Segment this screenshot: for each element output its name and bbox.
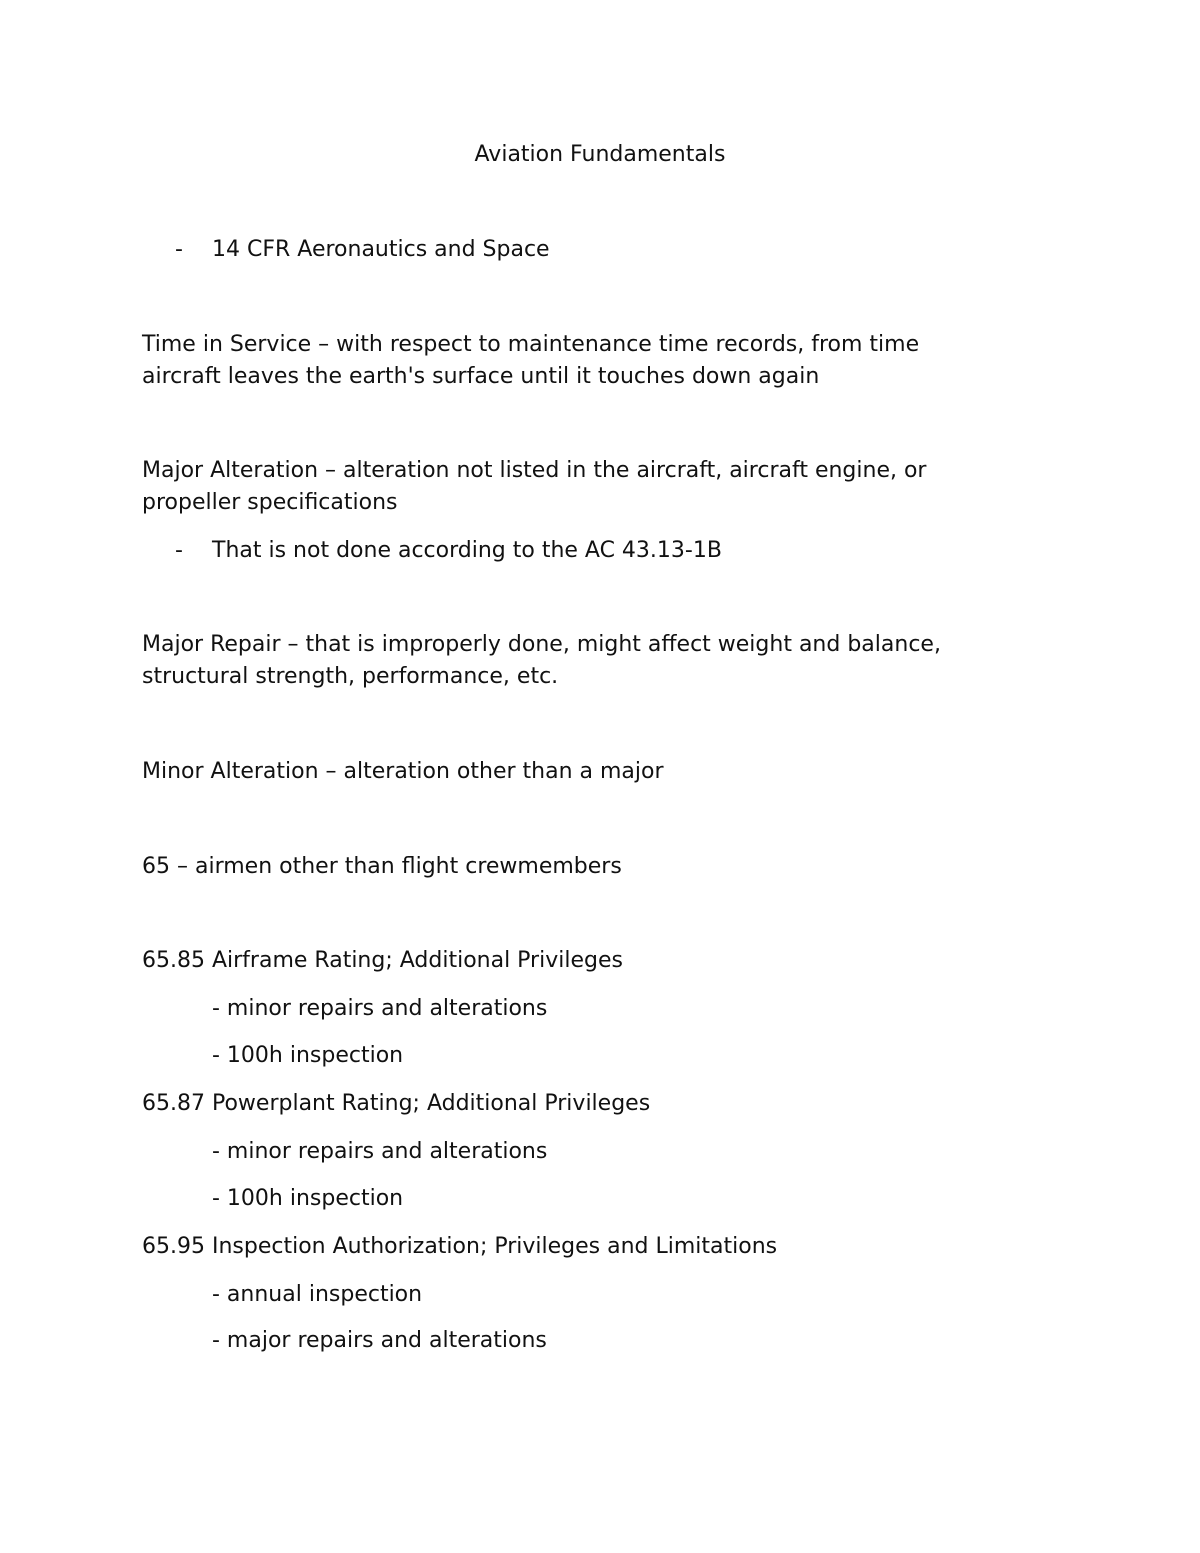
section-item: - annual inspection [212,1282,423,1307]
major-alteration-line-2: propeller specifications [142,490,398,515]
minor-alteration-line: Minor Alteration – alteration other than a major [142,759,664,784]
section-item: - 100h inspection [212,1043,404,1068]
time-in-service-line-2: aircraft leaves the earth's surface until it touches down again [142,364,820,389]
section-heading-65-87: 65.87 Powerplant Rating; Additional Privileges [142,1091,651,1116]
section-item: - minor repairs and alterations [212,1139,548,1164]
time-in-service-line-1: Time in Service – with respect to maintenance time records, from time [142,332,920,357]
section-item: - major repairs and alterations [212,1328,547,1353]
bullet-cfr: 14 CFR Aeronautics and Space [212,237,550,262]
part65-line: 65 – airmen other than flight crewmembers [142,854,622,879]
bullet-ac: That is not done according to the AC 43.13-1B [212,538,722,563]
section-heading-65-95: 65.95 Inspection Authorization; Privileges and Limitations [142,1234,778,1259]
bullet-marker: - [175,538,183,563]
major-repair-line-1: Major Repair – that is improperly done, might affect weight and balance, [142,632,941,657]
section-heading-65-85: 65.85 Airframe Rating; Additional Privileges [142,948,623,973]
bullet-marker: - [175,237,183,262]
major-alteration-line-1: Major Alteration – alteration not listed in the aircraft, aircraft engine, or [142,458,927,483]
section-item: - 100h inspection [212,1186,404,1211]
section-item: - minor repairs and alterations [212,996,548,1021]
major-repair-line-2: structural strength, performance, etc. [142,664,559,689]
page-title: Aviation Fundamentals [474,142,726,167]
